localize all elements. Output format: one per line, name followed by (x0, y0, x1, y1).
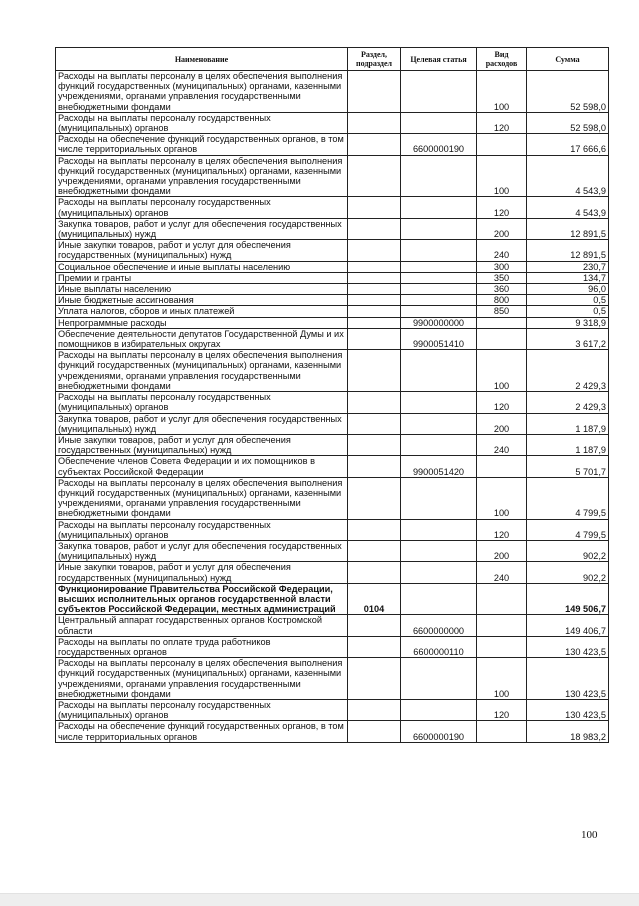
table-row (56, 699, 609, 720)
cell-target: 6600000190 (401, 134, 477, 155)
cell-sum: 0,5 (527, 306, 609, 317)
cell-name: Иные закупки товаров, работ и услуг для обеспечения государственных (муниципальных) нужд (56, 562, 348, 583)
cell-expense-type (477, 317, 527, 328)
cell-section (348, 350, 401, 392)
table-row (56, 134, 609, 155)
cell-section: 0104 (348, 583, 401, 615)
cell-expense-type: 200 (477, 540, 527, 561)
cell-target (401, 155, 477, 197)
cell-sum: 902,2 (527, 562, 609, 583)
cell-sum: 9 318,9 (527, 317, 609, 328)
cell-name: Расходы на выплаты персоналу в целях обеспечения выполнения функций государственных (муниципальных) органами, казенными учреждениями, органами управления государственными внебюджетными фондами (56, 350, 348, 392)
scan-bottom-edge (0, 893, 639, 906)
table-header-row (56, 48, 609, 71)
cell-section (348, 477, 401, 519)
table-row (56, 636, 609, 657)
table-row (56, 261, 609, 272)
cell-target (401, 477, 477, 519)
cell-target (401, 306, 477, 317)
cell-target (401, 197, 477, 218)
cell-name: Закупка товаров, работ и услуг для обеспечения государственных (муниципальных) нужд (56, 540, 348, 561)
cell-expense-type: 300 (477, 261, 527, 272)
cell-expense-type: 120 (477, 112, 527, 133)
cell-sum: 130 423,5 (527, 699, 609, 720)
cell-sum: 4 543,9 (527, 155, 609, 197)
cell-section (348, 328, 401, 349)
cell-sum: 149 406,7 (527, 615, 609, 636)
cell-section (348, 562, 401, 583)
cell-target (401, 218, 477, 239)
table-row (56, 112, 609, 133)
cell-section (348, 218, 401, 239)
cell-expense-type: 120 (477, 392, 527, 413)
cell-expense-type: 100 (477, 477, 527, 519)
budget-table (55, 47, 609, 743)
cell-expense-type: 100 (477, 350, 527, 392)
cell-sum: 902,2 (527, 540, 609, 561)
table-row (56, 721, 609, 742)
cell-section (348, 456, 401, 477)
cell-target (401, 658, 477, 700)
cell-name: Расходы на выплаты персоналу в целях обеспечения выполнения функций государственных (муниципальных) органами, казенными учреждениями, органами управления государственными внебюджетными фондами (56, 71, 348, 113)
cell-section (348, 284, 401, 295)
cell-sum: 4 799,5 (527, 519, 609, 540)
cell-name: Иные выплаты населению (56, 284, 348, 295)
cell-sum: 96,0 (527, 284, 609, 295)
table-row (56, 413, 609, 434)
cell-target (401, 392, 477, 413)
cell-section (348, 306, 401, 317)
cell-name: Расходы на выплаты персоналу в целях обеспечения выполнения функций государственных (муниципальных) органами, казенными учреждениями, органами управления государственными внебюджетными фондами (56, 477, 348, 519)
page-number: 100 (581, 829, 598, 841)
cell-section (348, 295, 401, 306)
cell-section (348, 134, 401, 155)
cell-target (401, 699, 477, 720)
table-row (56, 317, 609, 328)
cell-section (348, 261, 401, 272)
cell-expense-type: 100 (477, 155, 527, 197)
header-expense-type: Вид расходов (477, 48, 527, 71)
table-row (56, 306, 609, 317)
table-row (56, 434, 609, 455)
cell-expense-type: 240 (477, 562, 527, 583)
cell-expense-type (477, 134, 527, 155)
table-row (56, 392, 609, 413)
cell-name: Иные закупки товаров, работ и услуг для обеспечения государственных (муниципальных) нужд (56, 434, 348, 455)
table-row (56, 658, 609, 700)
cell-sum: 52 598,0 (527, 71, 609, 113)
cell-target (401, 295, 477, 306)
cell-expense-type (477, 721, 527, 742)
cell-sum: 134,7 (527, 272, 609, 283)
cell-expense-type: 120 (477, 197, 527, 218)
header-sum: Сумма (527, 48, 609, 71)
table-row (56, 477, 609, 519)
cell-name: Обеспечение деятельности депутатов Государственной Думы и их помощников в избирательных округах (56, 328, 348, 349)
cell-expense-type: 800 (477, 295, 527, 306)
cell-name: Премии и гранты (56, 272, 348, 283)
cell-name: Иные закупки товаров, работ и услуг для обеспечения государственных (муниципальных) нужд (56, 240, 348, 261)
cell-section (348, 240, 401, 261)
cell-section (348, 636, 401, 657)
cell-target: 9900051410 (401, 328, 477, 349)
table-row (56, 328, 609, 349)
cell-sum: 52 598,0 (527, 112, 609, 133)
cell-section (348, 721, 401, 742)
cell-section (348, 71, 401, 113)
cell-sum: 4 799,5 (527, 477, 609, 519)
cell-sum: 3 617,2 (527, 328, 609, 349)
cell-expense-type: 240 (477, 434, 527, 455)
cell-sum: 149 506,7 (527, 583, 609, 615)
cell-section (348, 112, 401, 133)
cell-name: Расходы на выплаты персоналу государственных (муниципальных) органов (56, 392, 348, 413)
cell-expense-type: 120 (477, 699, 527, 720)
cell-target (401, 583, 477, 615)
cell-section (348, 155, 401, 197)
table-row (56, 615, 609, 636)
table-row (56, 583, 609, 615)
cell-section (348, 197, 401, 218)
table-body (56, 71, 609, 743)
cell-name: Расходы на выплаты персоналу государственных (муниципальных) органов (56, 112, 348, 133)
cell-sum: 1 187,9 (527, 434, 609, 455)
cell-section (348, 272, 401, 283)
cell-target (401, 112, 477, 133)
header-name: Наименование (56, 48, 348, 71)
cell-sum: 130 423,5 (527, 658, 609, 700)
cell-expense-type: 350 (477, 272, 527, 283)
cell-section (348, 317, 401, 328)
cell-name: Расходы на выплаты по оплате труда работников государственных органов (56, 636, 348, 657)
table-row (56, 155, 609, 197)
cell-name: Расходы на обеспечение функций государственных органов, в том числе территориальных органов (56, 721, 348, 742)
cell-sum: 17 666,6 (527, 134, 609, 155)
cell-target (401, 519, 477, 540)
cell-expense-type: 100 (477, 658, 527, 700)
table-row (56, 456, 609, 477)
cell-name: Закупка товаров, работ и услуг для обеспечения государственных (муниципальных) нужд (56, 413, 348, 434)
table-row (56, 71, 609, 113)
cell-target (401, 350, 477, 392)
cell-target: 9900000000 (401, 317, 477, 328)
cell-sum: 12 891,5 (527, 240, 609, 261)
table-row (56, 272, 609, 283)
table-row (56, 540, 609, 561)
cell-section (348, 540, 401, 561)
cell-expense-type (477, 583, 527, 615)
cell-sum: 130 423,5 (527, 636, 609, 657)
cell-section (348, 519, 401, 540)
header-section: Раздел, подраздел (348, 48, 401, 71)
cell-sum: 4 543,9 (527, 197, 609, 218)
cell-expense-type: 200 (477, 413, 527, 434)
cell-name: Уплата налогов, сборов и иных платежей (56, 306, 348, 317)
cell-sum: 12 891,5 (527, 218, 609, 239)
cell-section (348, 658, 401, 700)
cell-name: Иные бюджетные ассигнования (56, 295, 348, 306)
cell-sum: 230,7 (527, 261, 609, 272)
cell-name: Расходы на выплаты персоналу в целях обеспечения выполнения функций государственных (муниципальных) органами, казенными учреждениями, органами управления государственными внебюджетными фондами (56, 155, 348, 197)
cell-sum: 2 429,3 (527, 392, 609, 413)
cell-name: Обеспечение членов Совета Федерации и их помощников в субъектах Российской Федерации (56, 456, 348, 477)
cell-name: Функционирование Правительства Российской Федерации, высших исполнительных органов государственной власти субъектов Российской Федерации, местных администраций (56, 583, 348, 615)
cell-section (348, 413, 401, 434)
cell-expense-type: 360 (477, 284, 527, 295)
cell-sum: 5 701,7 (527, 456, 609, 477)
cell-sum: 0,5 (527, 295, 609, 306)
cell-expense-type: 850 (477, 306, 527, 317)
cell-name: Непрограммные расходы (56, 317, 348, 328)
cell-name: Расходы на выплаты персоналу государственных (муниципальных) органов (56, 699, 348, 720)
cell-target: 6600000000 (401, 615, 477, 636)
table-row (56, 350, 609, 392)
cell-expense-type (477, 636, 527, 657)
cell-target (401, 413, 477, 434)
cell-expense-type: 100 (477, 71, 527, 113)
table-row (56, 284, 609, 295)
cell-name: Расходы на выплаты персоналу государственных (муниципальных) органов (56, 519, 348, 540)
cell-target: 6600000110 (401, 636, 477, 657)
cell-target: 9900051420 (401, 456, 477, 477)
cell-section (348, 392, 401, 413)
cell-name: Расходы на выплаты персоналу государственных (муниципальных) органов (56, 197, 348, 218)
cell-target (401, 261, 477, 272)
cell-section (348, 615, 401, 636)
cell-name: Расходы на обеспечение функций государственных органов, в том числе территориальных органов (56, 134, 348, 155)
cell-sum: 18 983,2 (527, 721, 609, 742)
cell-target (401, 71, 477, 113)
cell-expense-type (477, 615, 527, 636)
table-row (56, 562, 609, 583)
cell-expense-type: 120 (477, 519, 527, 540)
header-target: Целевая статья (401, 48, 477, 71)
cell-target (401, 562, 477, 583)
cell-name: Социальное обеспечение и иные выплаты населению (56, 261, 348, 272)
cell-sum: 2 429,3 (527, 350, 609, 392)
table-row (56, 197, 609, 218)
cell-section (348, 699, 401, 720)
table-row (56, 519, 609, 540)
cell-target: 6600000190 (401, 721, 477, 742)
cell-target (401, 284, 477, 295)
cell-name: Центральный аппарат государственных органов Костромской области (56, 615, 348, 636)
cell-sum: 1 187,9 (527, 413, 609, 434)
table-row (56, 218, 609, 239)
cell-expense-type: 240 (477, 240, 527, 261)
cell-section (348, 434, 401, 455)
cell-target (401, 434, 477, 455)
cell-expense-type (477, 328, 527, 349)
cell-name: Закупка товаров, работ и услуг для обеспечения государственных (муниципальных) нужд (56, 218, 348, 239)
table-row (56, 295, 609, 306)
table-row (56, 240, 609, 261)
cell-name: Расходы на выплаты персоналу в целях обеспечения выполнения функций государственных (муниципальных) органами, казенными учреждениями, органами управления государственными внебюджетными фондами (56, 658, 348, 700)
cell-expense-type: 200 (477, 218, 527, 239)
cell-target (401, 540, 477, 561)
cell-expense-type (477, 456, 527, 477)
cell-target (401, 240, 477, 261)
cell-target (401, 272, 477, 283)
